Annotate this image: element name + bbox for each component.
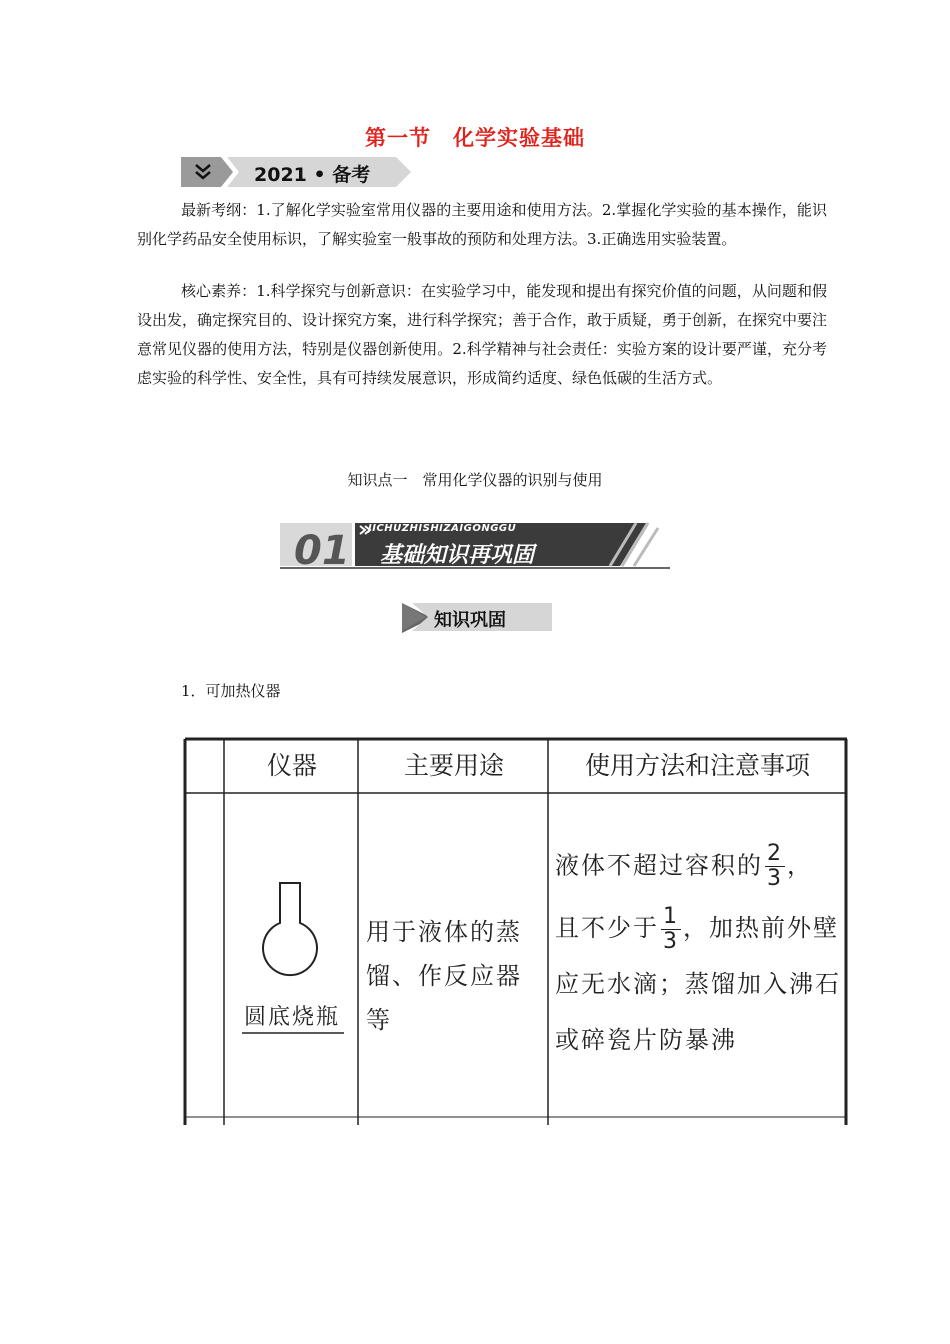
- exam-banner-label: 2021 • 备考: [254, 164, 371, 186]
- notes-text-1: 液体不超过容积的: [555, 851, 763, 880]
- section-pinyin: JICHUZHISHIZAIGONGGU: [368, 523, 517, 534]
- instrument-notes: [555, 842, 845, 1068]
- header-notes: 使用方法和注意事项: [584, 751, 810, 780]
- fraction-two-thirds: $\frac{2}{3}$: [767, 841, 783, 891]
- fraction-one-third: $\frac{1}{3}$: [663, 903, 679, 954]
- syllabus-paragraph: 最新考纲：1.了解化学实验室常用仪器的主要用途和使用方法。2.掌握化学实验的基本操作，能识别化学药品安全使用标识，了解实验室一般事故的预防和处理方法。3.正确选用实验装置。: [137, 201, 827, 248]
- core-literacy-paragraph: 核心素养：1.科学探究与创新意识：在实验学习中，能发现和提出有探究价值的问题，从问题和假设出发，确定探究目的、设计探究方案，进行科学探究；善于合作，敢于质疑，勇于创新，在探究中要注意常见仪器的使用方法，特别是仪器创新使用。2.科学精神与社会责任：实验方案的设计要严谨，充分考虑实验的科学性、安全性，具有可持续发展意识，形成简约适度、绿色低碳的生活方式。: [137, 282, 828, 387]
- knowledge-banner-label: 知识巩固: [434, 610, 506, 631]
- knowledge-point-heading: 知识点一 常用化学仪器的识别与使用: [347, 471, 603, 489]
- notes-text-2: ，: [787, 851, 813, 880]
- instrument-use: 用于液体的蒸馏、作反应器等: [366, 918, 522, 1034]
- item-heading: 1．可加热仪器: [181, 682, 281, 700]
- header-instrument: 仪器: [266, 751, 317, 780]
- instrument-name: 圆底烧瓶: [243, 1005, 340, 1030]
- header-use: 主要用途: [403, 751, 504, 780]
- notes-text-3: 且不少于: [555, 914, 659, 942]
- section-number: 01: [294, 528, 350, 570]
- notes-text-4: ，加热前外壁应无水滴；蒸馏加入沸石或碎瓷片防暴沸: [555, 914, 841, 1054]
- section-title: 基础知识再巩固: [380, 543, 535, 568]
- page-title: 第一节 化学实验基础: [365, 126, 585, 150]
